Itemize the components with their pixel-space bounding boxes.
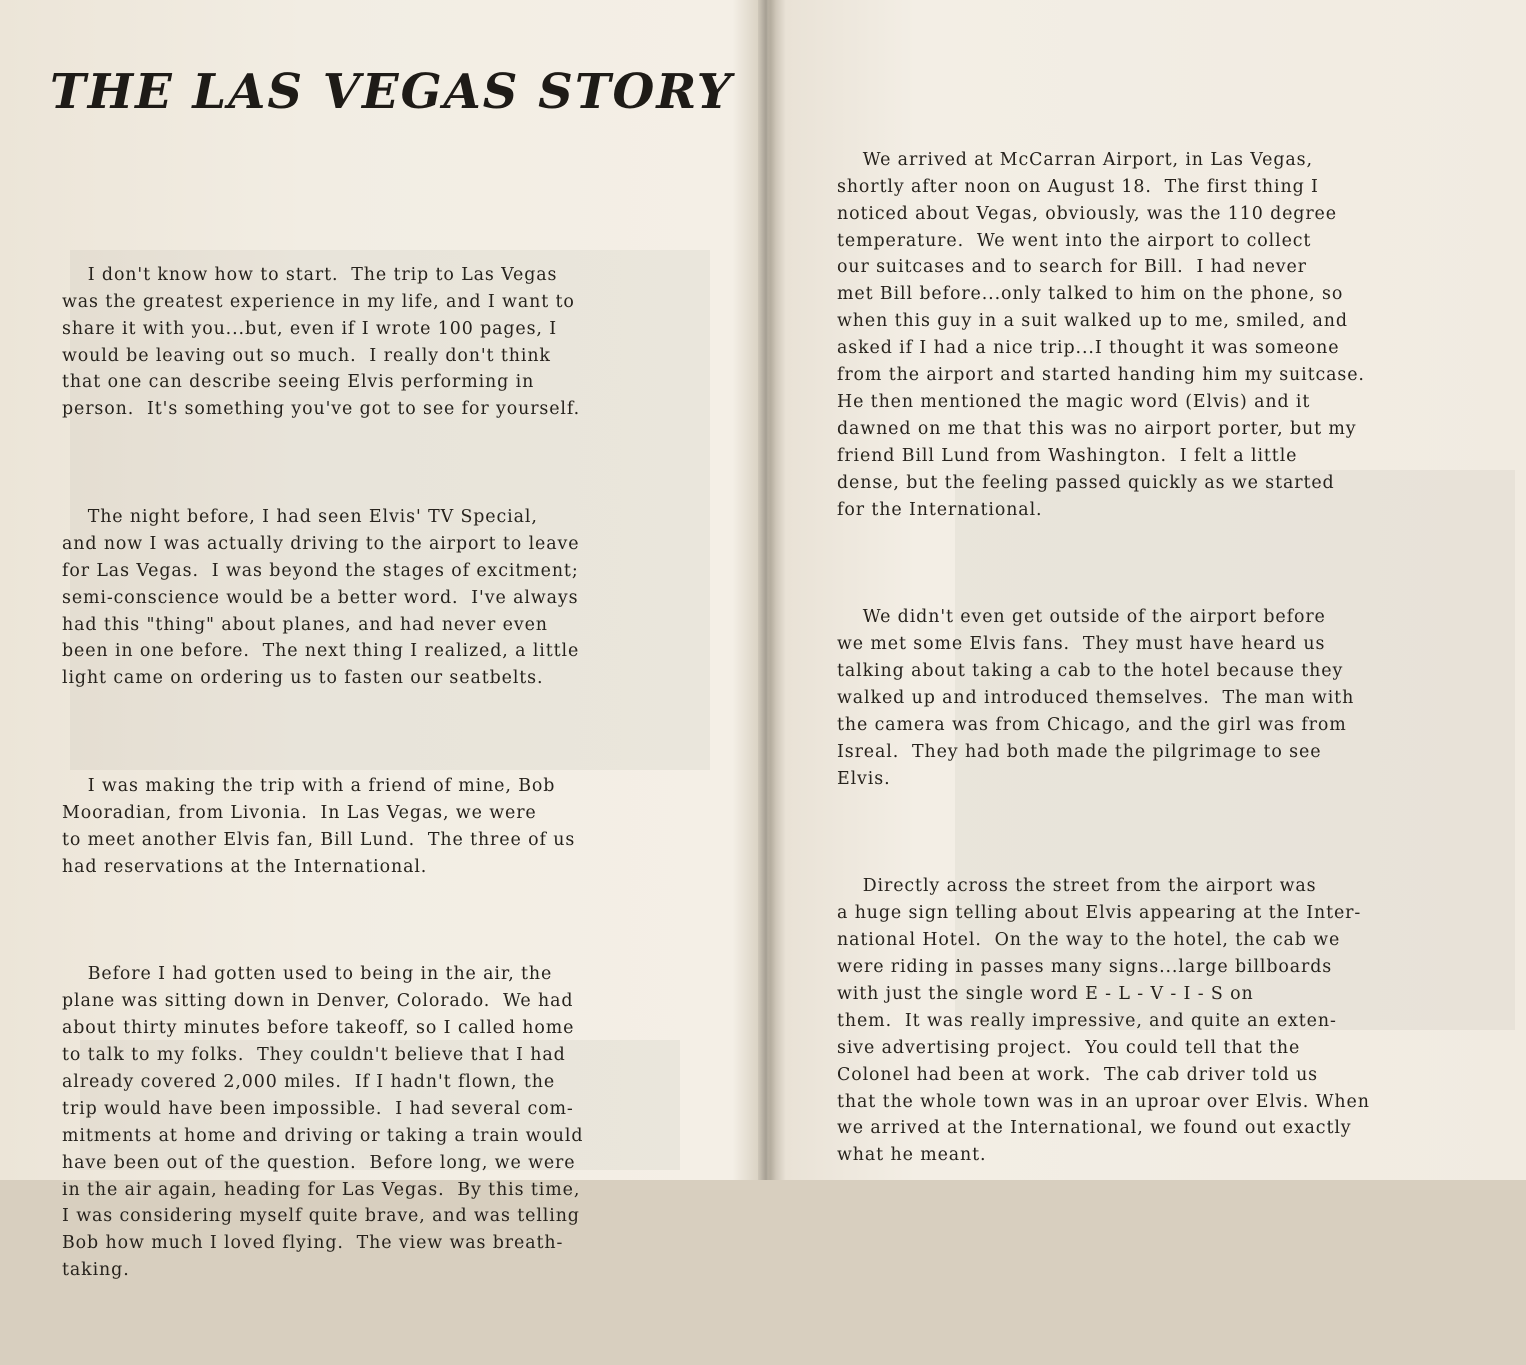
left-page: [0, 0, 760, 1281]
paragraph: We arrived at McCarran Airport, in Las Vegas, shortly after noon on August 18. The first thing I noticed about Vegas, obviously, was the 110 degree temperature. We went into the airport to collect our suitcases and to search for Bill. I had never met Bill before...only talked to him on the phone, so when this guy in a suit walked up to me, smiled, and asked if I had a nice trip...I thought it was someone from the airport and started handing him my suitcase. He then mentioned the magic word (Elvis) and it dawned on me that this was no airport porter, but my friend Bill Lund from Washington. I felt a little dense, but the feeling passed quickly as we started for the International.: [837, 149, 1365, 520]
page-title: THE LAS VEGAS STORY: [50, 64, 734, 120]
right-body-text: [837, 93, 1370, 1250]
left-body-text: [62, 208, 583, 1365]
paragraph: I don't know how to start. The trip to Las Vegas was the greatest experience in my life, and I want to share it with you...but, even if I wrote 100 pages, I would be leaving out so much. I really don't think that one can describe seeing Elvis performing in person. It's something you've got to see for yourself.: [62, 264, 581, 420]
paragraph: The night before, I had seen Elvis' TV Special, and now I was actually driving to the airport to leave for Las Vegas. I was beyond the stages of excitment; semi-conscience would be a better word. I've always had this "thing" about planes, and had never even been in one before. The next thing I realized, a little light came on ordering us to fasten our seatbelts.: [62, 506, 580, 689]
paragraph: I was making the trip with a friend of mine, Bob Mooradian, from Livonia. In Las Vegas, we were to meet another Elvis fan, Bill Lund. The three of us had reservations at the International.: [62, 776, 576, 877]
paragraph: Directly across the street from the airport was a huge sign telling about Elvis appearing at the Inter- national Hotel. On the way to the hotel, the cab we were riding in passes many signs...large billboards with just the single word E - L - V - I - S on them. It was really impressive, and quite an exten- sive advertising project. You could tell that the Colonel had been at work. The cab driver told us that the whole town was in an uproar over Elvis. When we arrived at the International, we found out exactly what he meant.: [837, 876, 1370, 1166]
book-gutter: [758, 0, 776, 1180]
paragraph: We didn't even get outside of the airport before we met some Elvis fans. They must have heard us talking about taking a cab to the hotel because they walked up and introduced themselves. The man with the camera was from Chicago, and the girl was from Isreal. They had both made the pilgrimage to see Elvis.: [837, 607, 1355, 789]
right-page: [775, 0, 1526, 1180]
paragraph: Before I had gotten used to being in the air, the plane was sitting down in Denver, Colorado. We had about thirty minutes before takeoff, so I called home to talk to my folks. They couldn't believe that I had already covered 2,000 miles. If I hadn't flown, the trip would have been impossible. I had several com- mitments at home and driving or taking a train would have been out of the question. Before long, we were in the air again, heading for Las Vegas. By this time, I was considering myself quite brave, and was telling Bob how much I loved flying. The view was breath- taking.: [62, 964, 584, 1281]
